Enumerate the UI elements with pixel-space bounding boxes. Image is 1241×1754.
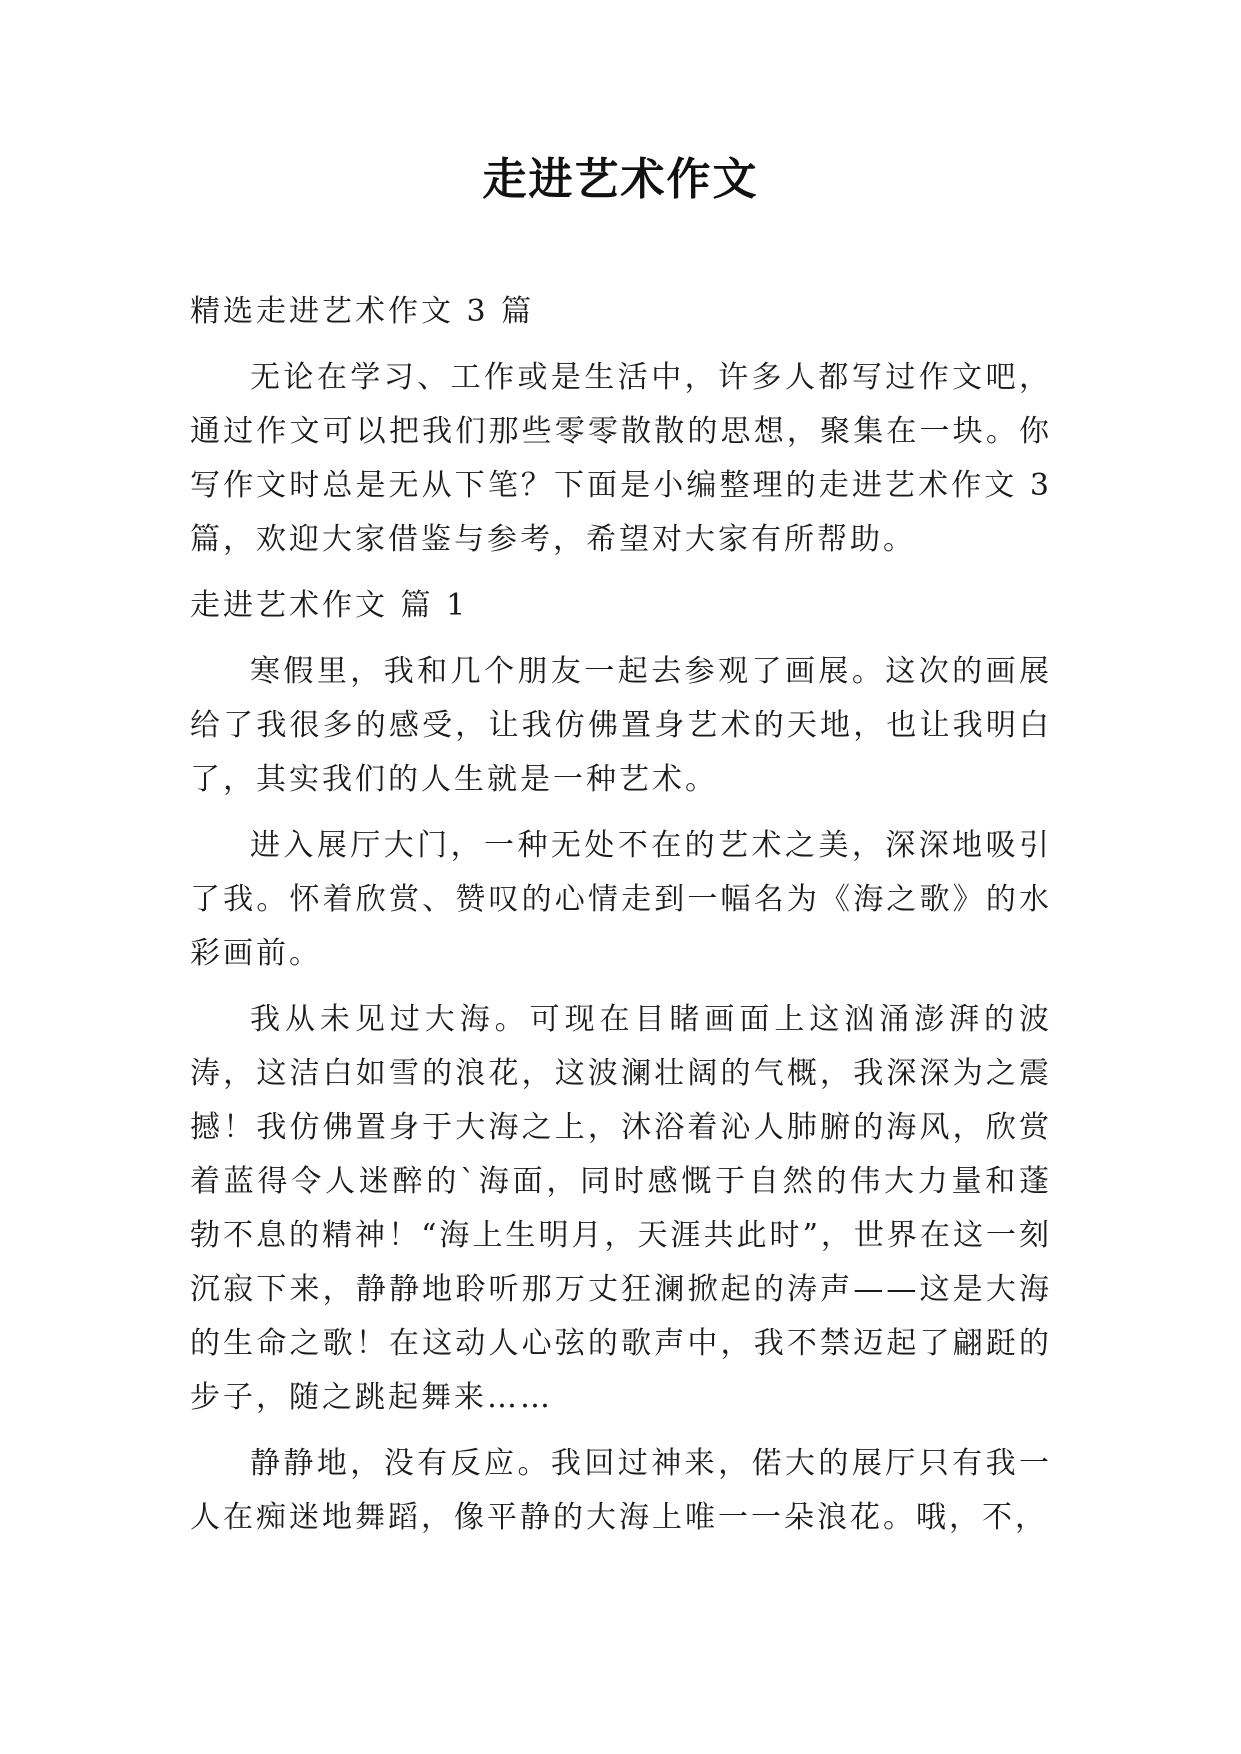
body-paragraph: 进入展厅大门，一种无处不在的艺术之美，深深地吸引了我。怀着欣赏、赞叹的心情走到一幅名为《海之歌》的水彩画前。 — [190, 828, 1052, 971]
document-title: 走进艺术作文 — [482, 154, 759, 205]
section-heading: 走进艺术作文 篇 1 — [190, 588, 469, 623]
body-paragraph: 静静地，没有反应。我回过神来，偌大的展厅只有我一人在痴迷地舞蹈，像平静的大海上唯一一朵浪花。哦，不， — [190, 1446, 1052, 1535]
document-body — [190, 285, 1052, 1545]
body-paragraph: 寒假里，我和几个朋友一起去参观了画展。这次的画展给了我很多的感受，让我仿佛置身艺术的天地，也让我明白了，其实我们的人生就是一种艺术。 — [190, 654, 1052, 797]
intro-paragraph: 无论在学习、工作或是生活中，许多人都写过作文吧，通过作文可以把我们那些零零散散的思想，聚集在一块。你写作文时总是无从下笔？下面是小编整理的走进艺术作文 3 篇，欢迎大家借鉴与参考，希望对大家有所帮助。 — [190, 360, 1052, 557]
body-paragraph: 我从未见过大海。可现在目睹画面上这汹涌澎湃的波涛，这洁白如雪的浪花，这波澜壮阔的气概，我深深为之震撼！我仿佛置身于大海之上，沐浴着沁人肺腑的海风，欣赏着蓝得令人迷醉的`海面，同时感慨于自然的伟大力量和蓬勃不息的精神！“海上生明月，天涯共此时”，世界在这一刻沉寂下来，静静地聆听那万丈狂澜掀起的涛声——这是大海的生命之歌！在这动人心弦的歌声中，我不禁迈起了翩跹的步子，随之跳起舞来…… — [190, 1002, 1052, 1415]
document-subtitle: 精选走进艺术作文 3 篇 — [190, 294, 535, 329]
